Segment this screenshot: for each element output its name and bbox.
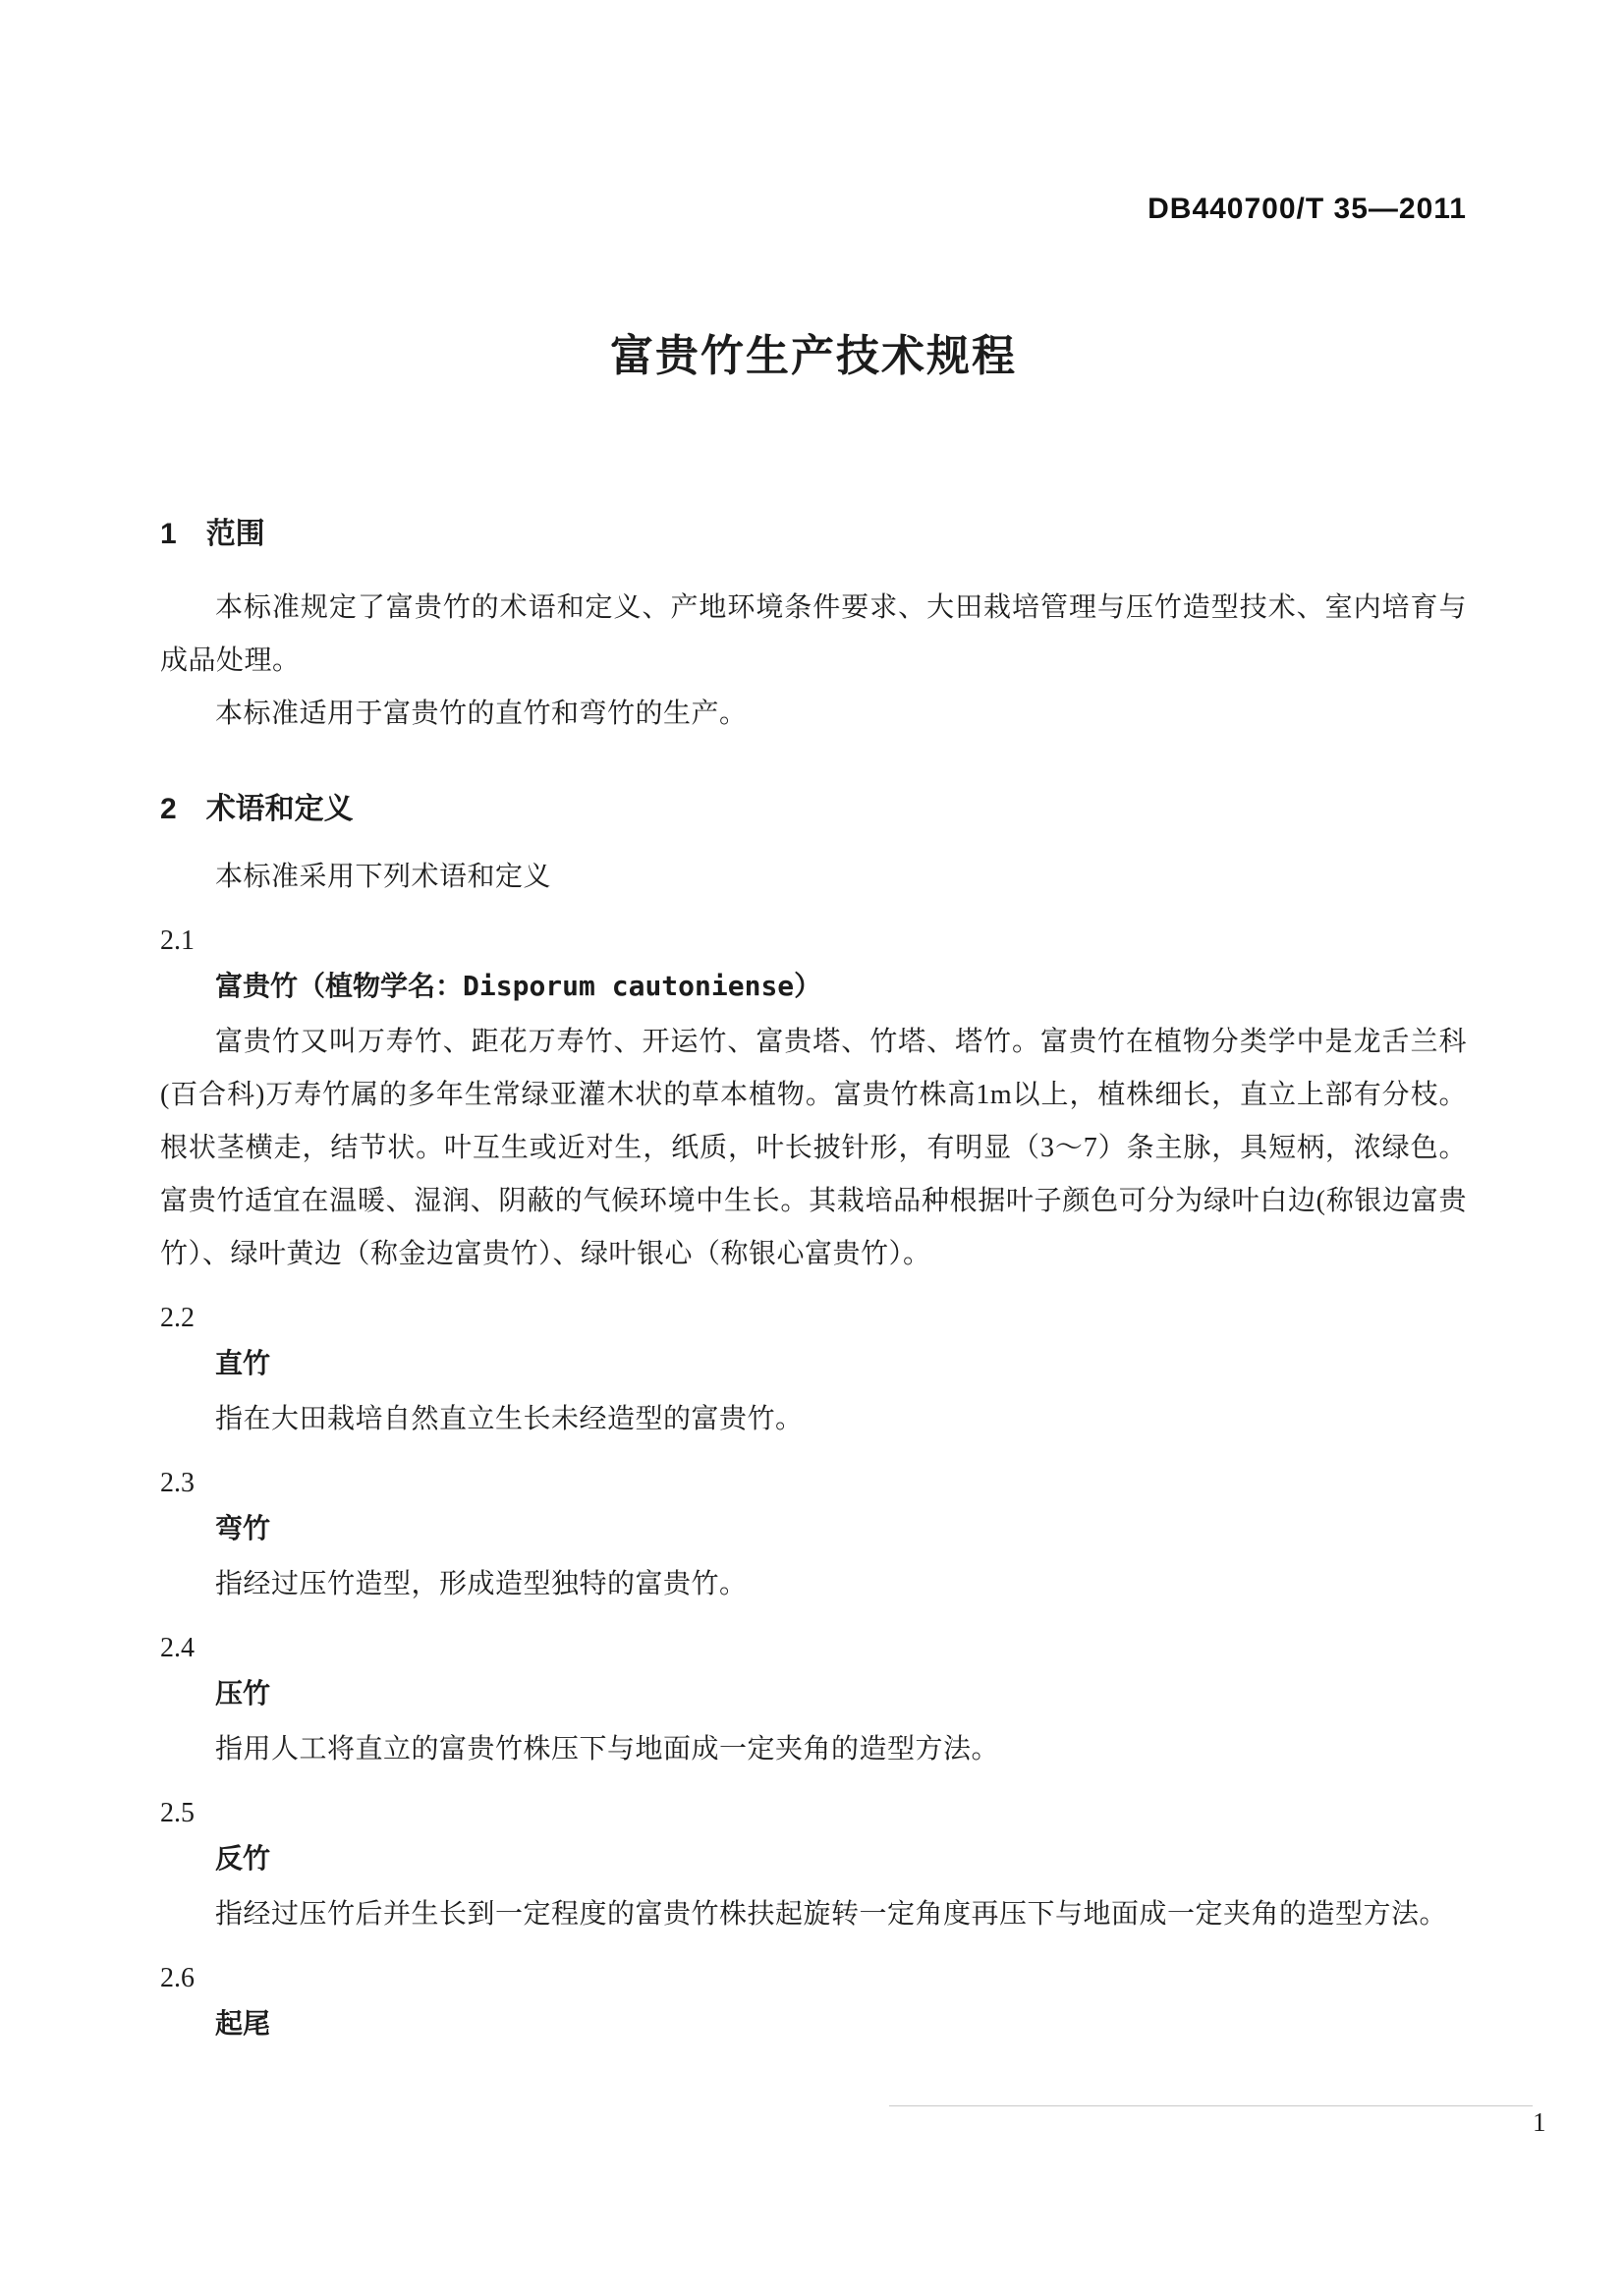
term-name-prefix: 富贵竹（植物学名： — [215, 971, 464, 1001]
term-block-2-2 — [160, 1301, 1467, 1446]
document-title: 富贵竹生产技术规程 — [610, 332, 1017, 380]
term-number: 2.1 — [160, 925, 195, 956]
term-number: 2.2 — [160, 1303, 195, 1333]
term-block-2-6 — [160, 1961, 1467, 2042]
term-name: 弯竹 — [215, 1513, 271, 1543]
section-2-heading — [160, 790, 1467, 829]
term-definition: 富贵竹又叫万寿竹、距花万寿竹、开运竹、富贵塔、竹塔、塔竹。富贵竹在植物分类学中是龙舌兰科(百合科)万寿竹属的多年生常绿亚灌木状的草本植物。富贵竹株高1m以上，植株细长，直立上部有分枝。根状茎横走，结节状。叶互生或近对生，纸质，叶长披针形，有明显（3～7）条主脉，具短柄，浓绿色。富贵竹适宜在温暖、湿润、阴蔽的气候环境中生长。其栽培品种根据叶子颜色可分为绿叶白边(称银边富贵竹）、绿叶黄边（称金边富贵竹）、绿叶银心（称银心富贵竹）。 — [160, 1027, 1467, 1269]
section-1-heading — [160, 515, 1467, 554]
term-definition: 指经过压竹造型，形成造型独特的富贵竹。 — [215, 1569, 748, 1599]
term-block-2-5 — [160, 1796, 1467, 1941]
term-number: 2.3 — [160, 1468, 195, 1498]
footer-rule — [889, 2105, 1533, 2106]
section-2-intro: 本标准采用下列术语和定义 — [215, 862, 552, 892]
term-number: 2.5 — [160, 1798, 195, 1828]
term-name: 压竹 — [215, 1678, 271, 1708]
term-block-2-1 — [160, 924, 1467, 1281]
section-1-paragraph-1: 本标准规定了富贵竹的术语和定义、产地环境条件要求、大田栽培管理与压竹造型技术、室内培育与成品处理。 — [160, 592, 1467, 676]
section-1-number: 1 — [160, 518, 177, 550]
standard-code: DB440700/T 35—2011 — [1148, 193, 1467, 225]
section-1-paragraph-2: 本标准适用于富贵竹的直竹和弯竹的生产。 — [215, 699, 748, 729]
term-definition: 指在大田栽培自然直立生长未经造型的富贵竹。 — [215, 1404, 804, 1434]
section-2-title: 术语和定义 — [205, 793, 354, 825]
term-name: 反竹 — [215, 1843, 271, 1874]
term-number: 2.6 — [160, 1963, 195, 1993]
term-name: 直竹 — [215, 1348, 271, 1378]
term-name — [215, 969, 1467, 1004]
section-1-title: 范围 — [205, 518, 265, 550]
term-block-2-3 — [160, 1466, 1467, 1611]
term-definition: 指经过压竹后并生长到一定程度的富贵竹株扶起旋转一定角度再压下与地面成一定夹角的造型方法。 — [215, 1899, 1448, 1930]
term-name-suffix: ） — [794, 971, 822, 1001]
page-number: 1 — [1533, 2107, 1546, 2137]
term-number: 2.4 — [160, 1633, 195, 1663]
term-latin-name: Disporum cautoniense — [463, 970, 795, 1002]
term-block-2-4 — [160, 1631, 1467, 1776]
term-definition: 指用人工将直立的富贵竹株压下与地面成一定夹角的造型方法。 — [215, 1734, 1000, 1764]
term-name: 起尾 — [215, 2008, 271, 2039]
section-2-number: 2 — [160, 793, 177, 825]
